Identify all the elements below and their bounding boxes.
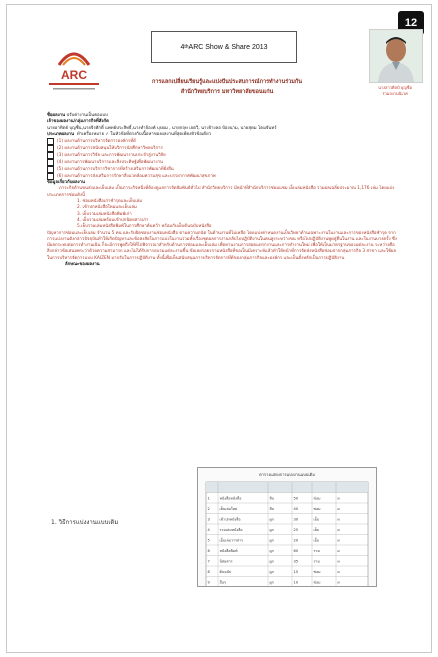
table-cell: ผูก [269, 538, 274, 543]
checkbox-icon [47, 166, 54, 173]
table-cell: 40 [293, 507, 299, 511]
table-cell: ซ่อม [313, 496, 321, 501]
basic-info-label: ข้อมูลเกี่ยวกับผลงาน [47, 180, 85, 186]
table-cell: ผ [337, 528, 340, 532]
table-cell: เย็บเล่มใหม่ [219, 507, 238, 511]
table-cell: ผูก [269, 570, 274, 574]
checkbox-icon [47, 159, 54, 166]
checklist-item [47, 152, 397, 159]
step-item: 3. เย็บรวมเล่มหนังสือพิมพ์เก่า [77, 211, 132, 217]
event-title-prefix: 4 [180, 43, 185, 51]
table-cell: ผ [337, 538, 340, 543]
table-cell: ผูก [269, 559, 274, 564]
table-cell: 6 [207, 549, 210, 553]
table-cell: อื่นๆ [219, 580, 227, 585]
table-cell: ซ่อม [313, 580, 321, 585]
table-cell: ผ [337, 570, 340, 574]
steps-list [47, 199, 397, 230]
details-label: ลักษณะของผลงาน [65, 262, 100, 268]
table-cell: เย็บ [313, 528, 320, 532]
type-label: ประเภทผลงาน [47, 131, 75, 137]
owner-label: เจ้าของผลงาน/กลุ่มภารกิจที่สังกัด [47, 119, 109, 125]
table-cell: ผ [337, 517, 340, 522]
checklist-text: (4) ผลงานการพัฒนาบริการและสิ่งประดิษฐ์เพื่อพัฒนางาน [57, 159, 163, 165]
table-cell: เย็บ [313, 538, 320, 543]
table-cell: 50 [293, 496, 299, 501]
table-cell: 10 [293, 580, 299, 585]
checklist-text: (3) ผลงานด้านการวิจัย และการพัฒนางานประจำสู่งานวิจัย [57, 152, 166, 158]
table-cell: 60 [293, 549, 299, 553]
step-item: 5.เย็บรวมเล่มหนังสือพิมพ์ในการศึกษาค้นคว้า พร้อมกับเย็บต้นฉบับหนังสือ [77, 224, 212, 230]
author-photo [369, 29, 423, 83]
table-cell: รวม [313, 559, 320, 564]
event-title-box [151, 31, 297, 63]
table-svg [198, 468, 376, 586]
table-cell: ผูก [269, 549, 274, 553]
arc-logo-text: ARC [61, 68, 87, 82]
table-cell: ซ่อม [313, 507, 321, 511]
owner-text: นายอาทิตย์ บุญชื่น,นายจิรศักดิ์ แพทย์ประสิทธิ์,นางทำจ้องค์ บุปผม , นายกฤษ เจตวิ, นางจ้างลอ ป้องนาม, นายสุดม โดมจันทร์ [47, 125, 277, 131]
author-caption-line: นางสาวศิลป์ บุญชื่อ [378, 85, 412, 90]
work-name-value: ปรับค่างานเป็นคอแบบ [66, 113, 108, 118]
table-cell: รวม [313, 549, 320, 553]
table-cell: เย็บ [313, 517, 320, 522]
event-title-rest: ARC Show & Share 2013 [188, 43, 268, 51]
table-cell: 30 [293, 517, 299, 522]
old-method-table-image [197, 467, 377, 587]
table-cell: 35 [293, 559, 299, 564]
table-cell: หนังสือพิมพ์ [219, 549, 238, 553]
table-cell: เย็บเล่มวารสาร [219, 538, 244, 543]
table-cell: ผ [337, 580, 340, 585]
table-header-row [206, 482, 368, 493]
work-name-label: ชื่อผลงาน [47, 113, 66, 118]
checklist-text: (6) ผลงานด้านการส่งเสริมการรักษาสิ่งแวดล้อมความสุข และบรรยากาศพัฒนาสุขภาพ [57, 173, 216, 179]
table-cell: 5 [207, 538, 210, 543]
author-caption [359, 85, 431, 97]
table-cell: ซ่อม [313, 570, 321, 574]
document-page [6, 4, 432, 653]
basic-info-paragraph: ภาระกิจด้านขนส่งและเย็บเล่ม เป็นภาระกิจหนึ่งที่ต้องดูแลการจัดสัมพันธ์ทั่วไป สำนักวิทยบริการ มีหน้าที่สำนักบริการซ่อมแซม เย็บเล่มหนังสือ รวมผลเฉลี่ยประมาณ 1,176 เล่ม โดยแบ่งประเภทการซ่อมดังนี้ [47, 186, 395, 198]
document-heading [97, 77, 357, 97]
table-cell: หนังสือหนังสือ [219, 496, 242, 501]
table-cell: เข้าปกหนังสือ [219, 517, 241, 522]
checklist-text: (1) ผลงานด้านการบริหารจัดการองค์กรที่ดี [57, 138, 136, 144]
checklist-text: (2) ผลงานด้านการสนับสนุนให้บริการนักศึกษาวิทยบริการ [57, 145, 163, 151]
event-title-sup: th [184, 44, 189, 50]
table-cell: 20 [293, 538, 299, 543]
problem-paragraph: ปัญหาการซ่อมและเย็บเล่ม จำนวน 5 คน และรับผิดชอบงานซ่อมหนังสือ ตามความถนัด ในด้านงานที่ไม่เหลือ โดยแบ่งค่าหนดงานเป็นวิทยาด้านเฉพาะงานในงานและการของหนังสือชำรุด จากการแบ่งงานดังกล่าวปัจจุบันทำให้เกิดปัญหาและข้อสงสัยในการแบ่งในงานรวมทั้งเรื่องชุดผลการงานกลับไปปฏิบัติงานในคนสูงระหว่างขน หรือไปปฏิบัติงานพูดสู่ยื่นในงาน และในงานบางครั้ง ซึ่งมีผลกระทบต่อการทำงานเนิน ก็จะมีการพูดถึงให้ที่ไปพิจารณาสำหรับด้านการซ่อมและเย็บเล่ม เพื่อทานงานการสอดแทรกงานและการทำงานใหม่ เพื่อให้เป็นมาตรฐานของแต่ละงาน ระหว่างคือสิ่งกล่าวข้อเสนอพระว่าด้วยความสามารถ และไม่ได้รับการอบรมแต่ละงานขึ้น ข้อเลยรอยรกามหนังสือที่ขอเป็นมีเคราะห์แล้วทำให้หน้าที่การจัดส่งหนังสือซ่อมจากกลุ่มภารกิจ 3 สาขา และใช้ผลในการบริหารจัดการแบบ KAIZEN มาปรับในการปฏิบัติงาน ทั้งนี้เพื่อเห็นสนับสนุนการบริหารจัดการที่ดีของกลุ่มภารกิจและองค์กร และเป็นตั้งหลักเป็นการปฏิบัติงาน [47, 230, 397, 261]
method-label: 1. วิธีการแบ่งงานแบบเดิม [51, 519, 119, 526]
table-cell: ผูก [269, 580, 274, 585]
table-cell: ผ [337, 496, 340, 501]
table-cell: 1 [207, 496, 210, 501]
table-cell: ผูก [269, 528, 274, 532]
table-cell: 4 [207, 528, 210, 532]
heading-line: สำนักวิทยบริการ มหาวิทยาลัยขอนแก่น [180, 89, 274, 95]
page-number-badge: 12 [398, 11, 424, 35]
table-cell: ผ [337, 559, 340, 564]
table-cell: ผ [337, 507, 340, 511]
checkbox-icon [47, 145, 54, 152]
table-cell: รวมเล่มหนังสือ [219, 528, 243, 532]
step-item: 4. เย็บรวมเล่มพร้อมเข้าปกนิตยสารเก่า [77, 217, 149, 223]
table-cell: ผูก [269, 517, 274, 522]
type-text: ทำเครื่องหมาย ✓ ในหัวข้อที่ตรงกับเนื้อหาของผลงานที่สุดเพียงหัวข้อเดียว [76, 131, 212, 137]
checklist-item [47, 173, 397, 180]
table-cell: สิบ [269, 496, 274, 501]
checklist-item [47, 145, 397, 152]
step-item: 1. ซ่อมหนังสือเก่าชำรุดและเย็บเล่ม [77, 199, 143, 205]
checklist-item [47, 166, 397, 173]
document-body [47, 113, 397, 268]
checkbox-icon [47, 152, 54, 159]
table-cell: นิตยสาร [219, 559, 233, 564]
table-cell: 8 [207, 570, 210, 574]
checkbox-icon [47, 138, 54, 145]
table-cell: ผ [337, 549, 340, 553]
table-cell: 7 [207, 559, 210, 564]
table-cell: 25 [293, 528, 299, 532]
author-caption-line: ร่วมลงานนิเวศ [382, 91, 408, 96]
checklist-text: (5) ผลงานด้านการบริการวิชาการที่สร้างเสริมการพัฒนาที่ยั่งยืน [57, 166, 174, 172]
table-cell: 15 [293, 570, 299, 574]
table-cell: ต้นฉบับ [219, 570, 232, 574]
table-cell: 3 [207, 517, 210, 522]
step-item: 2. เข้าปกหนังสือใหม่และเย็บเล่ม [77, 205, 137, 211]
table-cell: 2 [207, 507, 210, 511]
table-cell: 9 [207, 580, 210, 585]
heading-line: การแลกเปลี่ยนเรียนรู้และแบ่งปันประสบการณ์การทำงานร่วมกัน [151, 79, 303, 85]
table-cell: สิบ [269, 507, 274, 511]
checklist-item [47, 159, 397, 166]
table-title: ตารางแสดงการแบ่งงานแบบเดิม [259, 472, 315, 477]
checklist-item [47, 138, 397, 145]
